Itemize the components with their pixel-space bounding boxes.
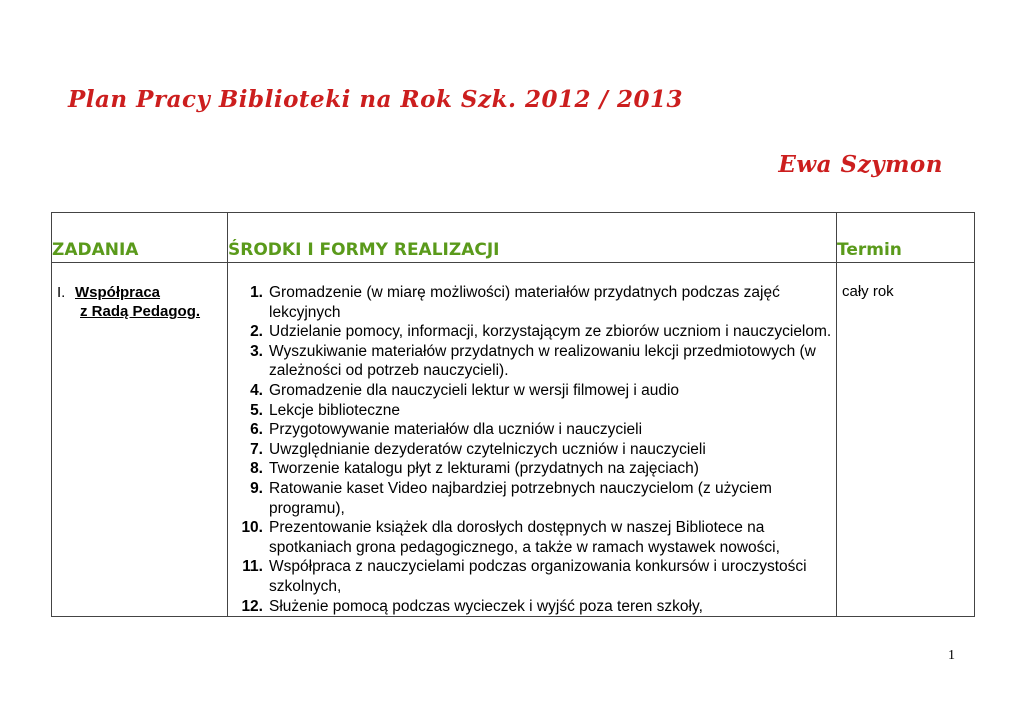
- table-row: [52, 263, 975, 617]
- plan-table: [51, 212, 975, 617]
- means-list: [228, 283, 836, 616]
- list-item: 6. Przygotowywanie materiałów dla uczniów i nauczycieli: [250, 421, 643, 439]
- list-item: 8. Tworzenie katalogu płyt z lekturami (przydatnych na zajęciach): [250, 460, 699, 478]
- document-author: Ewa Szymon: [778, 151, 943, 178]
- term-value: cały rok: [842, 283, 894, 300]
- list-item: 7. Uwzględnianie dezyderatów czytelniczych uczniów i nauczycieli: [250, 440, 706, 458]
- list-item: 3. Wyszukiwanie materiałów przydatnych w realizowaniu lekcji przedmiotowych (w zależności od potrzeb nauczycieli).: [250, 342, 816, 380]
- list-item: 2. Udzielanie pomocy, informacji, korzystającym ze zbiorów uczniom i nauczycielom.: [250, 323, 832, 341]
- list-item: 12. Służenie pomocą podczas wycieczek i wyjść poza teren szkoły,: [241, 597, 703, 615]
- header-tasks: ZADANIA: [52, 213, 228, 263]
- header-term: Termin: [837, 213, 975, 263]
- list-item: 1. Gromadzenie (w miarę możliwości) materiałów przydatnych podczas zajęć lekcyjnych: [250, 284, 780, 321]
- list-item: 4. Gromadzenie dla nauczycieli lektur w wersji filmowej i audio: [250, 381, 680, 399]
- list-item: 9. Ratowanie kaset Video najbardziej potrzebnych nauczycielom (z użyciem programu),: [250, 479, 772, 517]
- term-cell: [837, 263, 975, 617]
- header-means: ŚRODKI I FORMY REALIZACJI: [228, 213, 837, 263]
- table-header-row: [52, 213, 975, 263]
- list-item: 10. Prezentowanie książek dla dorosłych dostępnych w naszej Bibliotece na spotkaniach grona pedagogicznego, a także w ramach wystawek nowości,: [241, 519, 780, 556]
- list-item: 11. Współpraca z nauczycielami podczas organizowania konkursów i uroczystości szkolnych,: [242, 558, 807, 595]
- page-number: 1: [948, 648, 955, 663]
- task-name-line1: Współpraca: [75, 284, 161, 301]
- list-item: 5. Lekcje biblioteczne: [250, 401, 400, 419]
- task-cell: [52, 263, 228, 617]
- document-title: Plan Pracy Biblioteki na Rok Szk. 2012 / 2013: [68, 86, 683, 113]
- task-number: I.: [57, 284, 66, 301]
- task-name-line2: z Radą Pedagog.: [80, 303, 201, 320]
- means-cell: [228, 263, 837, 617]
